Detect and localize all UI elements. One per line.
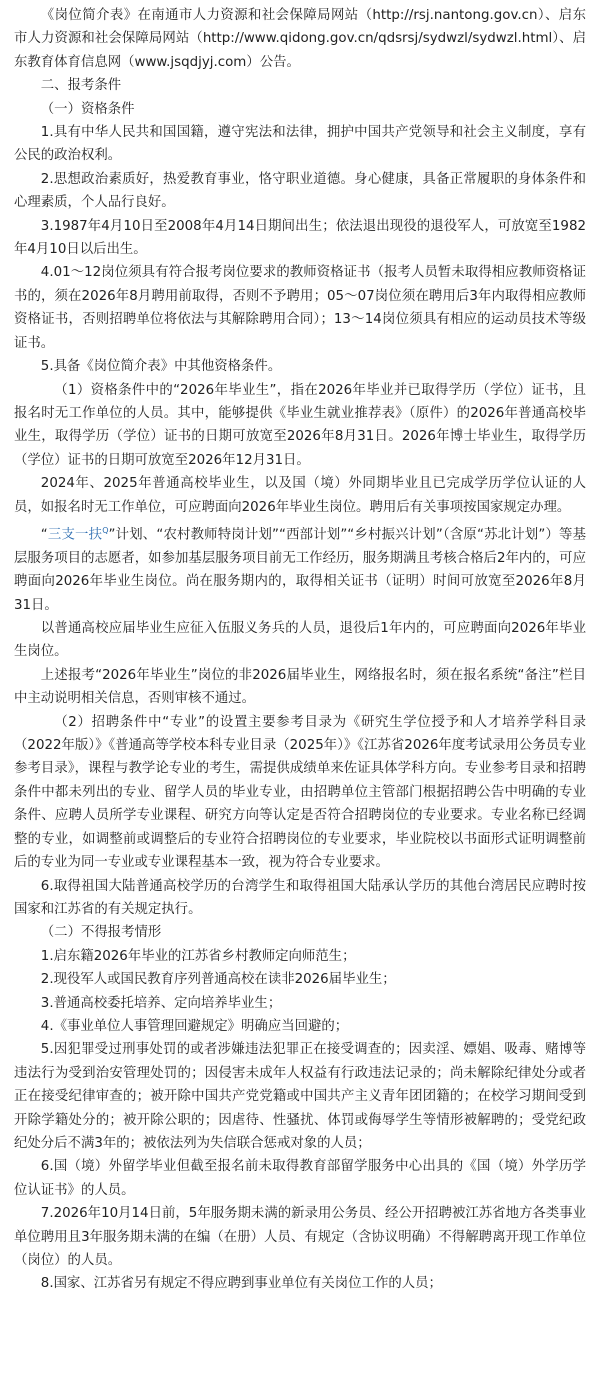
- quote-open: “: [40, 527, 48, 543]
- paragraph-grassroots-rest: ”计划、“农村教师特岗计划”“西部计划”“乡村振兴计划”（含原“苏北计划”）等基层服务项目的志愿者，如参加基层服务项目前无工作经历，服务期满且考核合格后2年内的，可应聘面向2026年毕业生岗位。尚在服务期内的，取得相关证书（证明）时间可放宽至2026年8月31日。: [14, 527, 587, 613]
- paragraph-condition-5: 5.具备《岗位简介表》中其他资格条件。: [40, 359, 282, 375]
- search-icon[interactable]: Q: [102, 525, 109, 535]
- subsection-heading-exclusions: （二）不得报考情形: [40, 925, 162, 941]
- paragraph-grassroots-volunteers: [14, 519, 586, 617]
- paragraph-exclusion-6: 6.国（境）外留学毕业但截至报名前未取得教育部留学服务中心出具的《国（境）外学历学位认证书》的人员。: [14, 1159, 586, 1198]
- paragraph-exclusion-2: 2.现役军人或国民教育序列普通高校在读非2026届毕业生；: [40, 972, 396, 988]
- subsection-heading-qualifications: （一）资格条件: [40, 101, 135, 117]
- paragraph-graduate-definition: （1）资格条件中的“2026年毕业生”，指在2026年毕业并已取得学历（学位）证书，且报名时无工作单位的人员。其中，能够提供《毕业生就业推荐表》（原件）的2026年普通高校毕业生，取得学历（学位）证书的日期可放宽至2026年8月31日。2026年博士毕业生，取得学历（学位）证书的日期可放宽至2026年12月31日。: [14, 382, 586, 468]
- paragraph-condition-4: 4.01～12岗位须具有符合报考岗位要求的教师资格证书（报考人员暂未取得相应教师资格证书的，须在2026年8月聘用前取得，否则不予聘用；05～07岗位须在聘用后3年内取得相应教师资格证书，否则招聘单位将依法与其解除聘用合同）；13～14岗位须具有相应的运动员技术等级证书。: [14, 265, 586, 351]
- sanzhi-yifu-link[interactable]: 三支一扶: [47, 527, 103, 543]
- paragraph-exclusion-4: 4.《事业单位人事管理回避规定》明确应当回避的；: [40, 1018, 349, 1034]
- section-heading-requirements: 二、报考条件: [40, 78, 122, 94]
- paragraph-exclusion-7: 7.2026年10月14日前，5年服务期未满的新录用公务员、经公开招聘被江苏省地方各类事业单位聘用且3年服务期未满的在编（在册）人员、有规定（含协议明确）不得解聘离开现工作单位（岗位）的人员。: [14, 1206, 586, 1268]
- paragraph-major-catalog: （2）招聘条件中“专业”的设置主要参考目录为《研究生学位授予和人才培养学科目录（2022年版）》《普通高等学校本科专业目录（2025年）》《江苏省2026年度考试录用公务员专业参考目录》，课程与教学论专业的考生，需提供成绩单来佐证具体学科方向。专业参考目录和招聘条件中都未列出的专业、留学人员的毕业专业，由招聘单位主管部门根据招聘公告中明确的专业条件、应聘人员所学专业课程、研究方向等认定是否符合招聘岗位的专业要求。专业名称已经调整的专业，如调整前或调整后的专业符合招聘岗位的专业要求，毕业院校以书面形式证明调整前后的专业为同一专业或专业课程基本一致，视为符合专业要求。: [14, 714, 586, 871]
- paragraph-exclusion-1: 1.启东籍2026年毕业的江苏省乡村教师定向师范生；: [40, 948, 356, 964]
- paragraph-condition-6: 6.取得祖国大陆普通高校学历的台湾学生和取得祖国大陆承认学历的其他台湾居民应聘时按国家和江苏省的有关规定执行。: [14, 878, 586, 917]
- paragraph-remark-note: 上述报考“2026年毕业生”岗位的非2026届毕业生，网络报名时，须在报名系统“备注”栏目中主动说明相关信息，否则审核不通过。: [14, 667, 586, 707]
- paragraph-veterans: 以普通高校应届毕业生应征入伍服义务兵的人员，退役后1年内的，可应聘面向2026年毕业生岗位。: [14, 621, 586, 660]
- paragraph-condition-1: 1.具有中华人民共和国国籍，遵守宪法和法律，拥护中国共产党领导和社会主义制度，享有公民的政治权利。: [14, 125, 586, 164]
- paragraph-exclusion-5: 5.因犯罪受过刑事处罚的或者涉嫌违法犯罪正在接受调查的；因卖淫、嫖娼、吸毒、赌博等违法行为受到治安管理处罚的；因侵害未成年人权益有行政违法记录的；尚未解除纪律处分或者正在接受纪律审查的；被开除中国共产党党籍或中国共产主义青年团团籍的；在校学习期间受到开除学籍处分的；被开除公职的；因虐待、性骚扰、体罚或侮辱学生等情形被解聘的；受党纪政纪处分后不满3年的；被依法列为失信联合惩戒对象的人员；: [14, 1042, 586, 1151]
- paragraph-condition-3: 3.1987年4月10日至2008年4月14日期间出生；依法退出现役的退役军人，可放宽至1982年4月10日以后出生。: [14, 218, 586, 258]
- paragraph-exclusion-8: 8.国家、江苏省另有规定不得应聘到事业单位有关岗位工作的人员；: [40, 1276, 442, 1292]
- paragraph-condition-2: 2.思想政治素质好，热爱教育事业，恪守职业道德。身心健康，具备正常履职的身体条件和心理素质，个人品行良好。: [14, 171, 586, 211]
- paragraph-exclusion-3: 3.普通高校委托培养、定向培养毕业生；: [40, 995, 282, 1011]
- paragraph-announcement: 《岗位简介表》在南通市人力资源和社会保障局网站（http://rsj.nantong.gov.cn）、启东市人力资源和社会保障局网站（http://www.qidong.gov.cn/qdsrsj/sydwzl/sydwzl.html）、启东教育体育信息网（www.jsqdjyj.com）公告。: [14, 8, 586, 70]
- paragraph-previous-graduates: 2024年、2025年普通高校毕业生，以及国（境）外同期毕业且已完成学历学位认证的人员，如报名时无工作单位，可应聘面向2026年毕业生岗位。聘用后有关事项按国家规定办理。: [14, 476, 586, 515]
